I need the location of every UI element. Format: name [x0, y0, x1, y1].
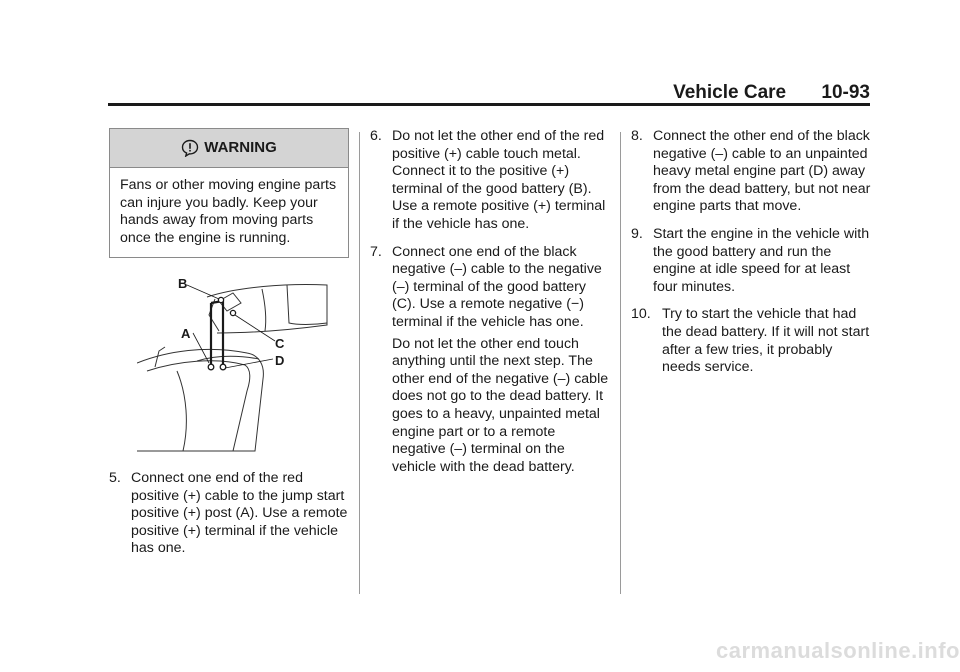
section-title: Vehicle Care [673, 82, 787, 103]
step-6 [370, 128, 610, 234]
step-text: Do not let the other end of the red positive (+) cable touch metal. Connect it to the positive (+) terminal of the good battery (B). Use a remote positive (+) terminal if the vehicle has one. [392, 128, 606, 232]
column-divider-1 [359, 132, 360, 594]
vehicle-hood-line [147, 361, 250, 451]
step-7-note: Do not let the other end touch anything until the next step. The other end of the negative (–) cable does not go to the dead battery. It goes to a heavy, unpainted metal engine part or to a remote negative (–) terminal on the vehicle with the dead battery. [392, 335, 609, 475]
warning-box [109, 128, 349, 258]
header-rule [108, 103, 870, 106]
step-8 [631, 128, 871, 216]
diagram-svg [137, 275, 329, 455]
terminal-a-dot [208, 364, 214, 370]
steps-col-1 [109, 470, 349, 568]
step-number: 7. [370, 243, 382, 260]
column-divider-2 [620, 132, 621, 594]
step-10 [631, 306, 871, 376]
page-header [108, 82, 870, 104]
column-1 [109, 128, 349, 557]
step-number: 9. [631, 225, 643, 242]
label-d: D [275, 353, 285, 368]
watermark: carmanualsonline.info [716, 638, 960, 663]
jump-start-diagram [137, 275, 329, 455]
page-number: 10-93 [821, 82, 870, 103]
label-c: C [275, 336, 285, 351]
step-text: Start the engine in the vehicle with the good battery and run the engine at idle speed for at least four minutes. [653, 225, 870, 295]
warning-body: Fans or other moving engine parts can injure you badly. Keep your hands away from moving parts once the engine is running. [120, 177, 337, 246]
windshield-curve [177, 371, 186, 451]
step-text: Connect one end of the red positive (+) cable to the jump start positive (+) post (A). Use a remote positive (+) terminal if the vehicle has one. [131, 470, 348, 557]
step-number: 10. [631, 306, 651, 323]
step-text: Connect one end of the black negative (–) cable to the negative (–) terminal of the good battery (C). Use a remote negative (−) terminal if the vehicle has one. [392, 243, 602, 330]
terminal-c-dot [230, 310, 235, 315]
warning-header [110, 129, 348, 168]
step-number: 8. [631, 128, 643, 144]
step-text: Connect the other end of the black negative (–) cable to an unpainted heavy metal engine part (D) away from the dead battery, but not near engine parts that move. [653, 128, 871, 215]
step-5 [109, 470, 349, 558]
column-3 [631, 128, 871, 387]
step-number: 5. [109, 470, 121, 486]
warning-title: WARNING [204, 139, 277, 157]
terminal-b-dot [218, 297, 223, 302]
column-2 [370, 128, 610, 476]
step-9 [631, 226, 871, 296]
label-a: A [181, 326, 191, 341]
label-b: B [178, 276, 188, 291]
terminal-d-dot [220, 364, 226, 370]
step-number: 6. [370, 128, 382, 144]
step-7 [370, 244, 610, 332]
step-text: Try to start the vehicle that had the dead battery. If it will not start after a few tries, it probably needs service. [662, 306, 870, 376]
warning-icon [181, 139, 199, 157]
